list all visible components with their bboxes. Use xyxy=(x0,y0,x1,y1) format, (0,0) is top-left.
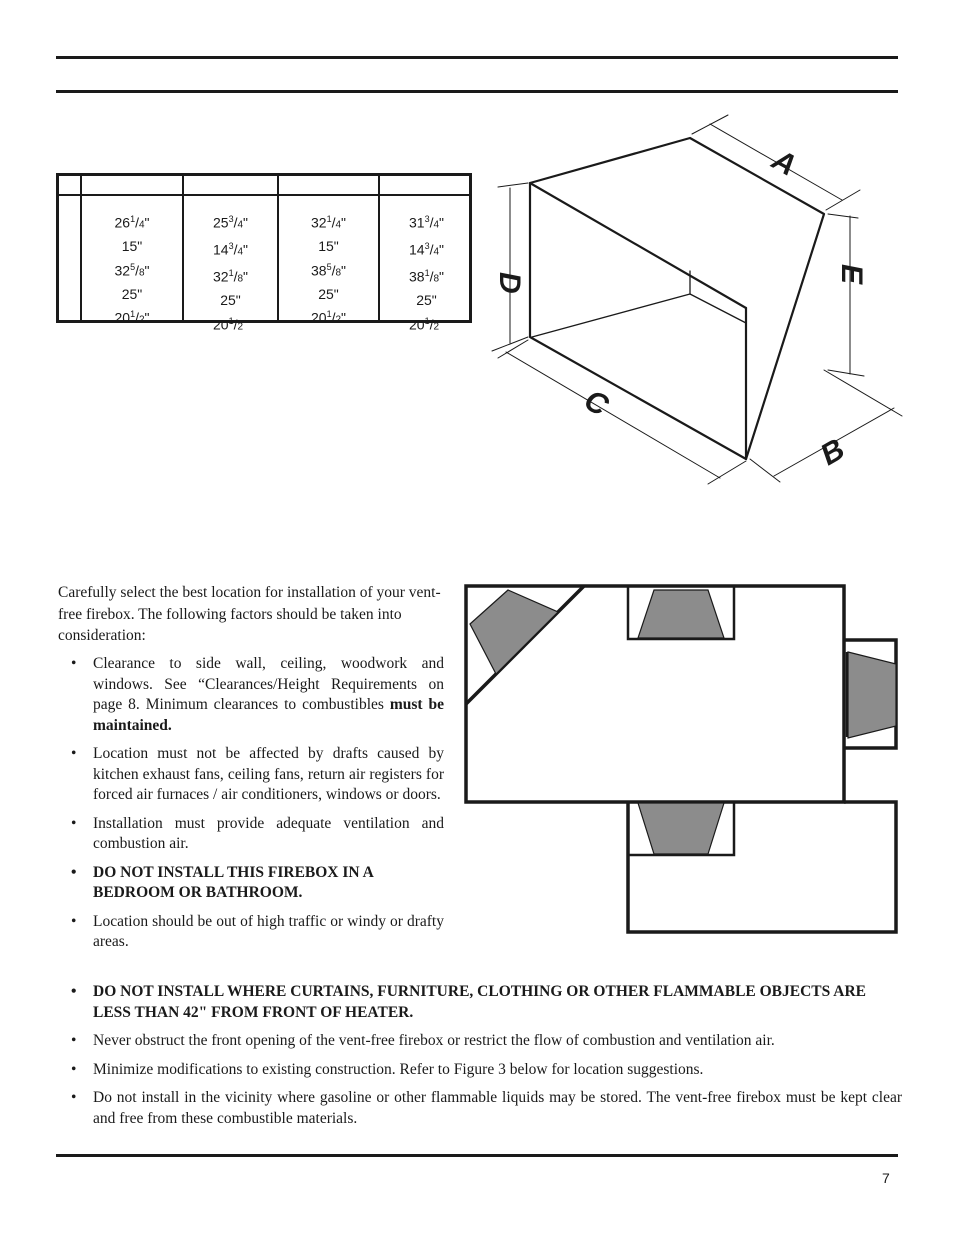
list-item-emphasis: must be maintained. xyxy=(93,696,444,734)
firebox-location-corner xyxy=(470,590,558,674)
table-cell: $32^1/8$" xyxy=(212,268,249,285)
table-cell: $20^1/2$" xyxy=(114,309,150,326)
dimension-label-a: A xyxy=(766,143,802,183)
intro-paragraph: Carefully select the best location for installation of your vent-free firebox. The following factors should be taken into consideration: xyxy=(58,584,441,644)
bullet-dot: • xyxy=(71,814,77,832)
bullet-dot: • xyxy=(71,912,77,930)
table-cell: $20^1/2$" xyxy=(408,315,445,333)
table-divider xyxy=(182,176,184,320)
table-column xyxy=(84,209,180,331)
list-item xyxy=(58,744,444,806)
list-item-text: Location must not be affected by drafts caused by kitchen exhaust fans, ceiling fans, return air registers for forced air furnaces / air conditioners, windows or doors. xyxy=(93,745,444,803)
dimension-label-b: B xyxy=(815,432,851,473)
firebox-location-top xyxy=(638,590,724,638)
list-item-warning: DO NOT INSTALL THIS FIREBOX IN A BEDROOM OR BATHROOM. xyxy=(93,863,373,901)
table-column xyxy=(281,209,376,331)
bullet-dot: • xyxy=(71,655,77,672)
bullet-dot: • xyxy=(71,1089,77,1106)
page-number: 7 xyxy=(882,1170,890,1186)
firebox-location-right xyxy=(848,652,896,738)
dimension-table xyxy=(56,173,472,333)
list-item-text: Location should be out of high traffic or windy or drafty areas. xyxy=(93,912,444,950)
list-item xyxy=(58,1031,902,1052)
dimension-label-d: D xyxy=(493,272,526,294)
location-floorplan-diagram xyxy=(462,582,902,940)
list-item xyxy=(58,814,444,855)
bullet-dot: • xyxy=(71,1060,77,1078)
table-cell: $31^3/4$" xyxy=(408,214,445,231)
bullet-dot: • xyxy=(71,1032,77,1049)
list-item xyxy=(58,912,444,953)
table-cell: 25" xyxy=(416,292,437,309)
bullet-dot: • xyxy=(71,983,77,1000)
list-item xyxy=(58,654,444,736)
table-cell: $20^1/2$" xyxy=(310,309,347,326)
table-cell: 25" xyxy=(121,285,143,302)
list-item-text: Minimize modifications to existing construction. Refer to Figure 3 below for location suggestions. xyxy=(93,1060,704,1078)
list-item xyxy=(58,863,444,904)
table-cell: $14^3/4$" xyxy=(408,241,445,258)
table-cell: $32^5/8$" xyxy=(114,261,150,279)
table-cell: $32^1/4$" xyxy=(310,214,347,231)
dimension-label-e: E xyxy=(835,264,868,285)
table-divider xyxy=(80,176,82,320)
firebox-dimension-diagram xyxy=(484,108,904,492)
table-cell: 15" xyxy=(121,238,143,255)
table-cell: 25" xyxy=(318,285,339,302)
list-item-text: Installation must provide adequate ventilation and combustion air. xyxy=(93,814,444,852)
table-column xyxy=(382,209,471,338)
location-factors-list xyxy=(58,654,444,961)
list-item-text: Do not install in the vicinity where gasoline or other flammable liquids may be stored. The vent-free firebox must be kept clear and free from these combustible materials. xyxy=(93,1089,902,1127)
list-item xyxy=(58,1060,902,1081)
list-item-warning: DO NOT INSTALL WHERE CURTAINS, FURNITURE, CLOTHING OR OTHER FLAMMABLE OBJECTS ARE LESS THAN 42" FROM FRONT OF HEATER. xyxy=(93,983,867,1021)
table-header-row xyxy=(59,176,469,196)
table-cell: $26^1/4$" xyxy=(114,214,150,231)
firebox-location-bottom xyxy=(638,803,724,854)
table-cell: $25^3/4$" xyxy=(212,214,249,231)
table-cell: $38^1/8$" xyxy=(408,268,445,285)
bullet-dot: • xyxy=(71,863,77,881)
table-divider xyxy=(277,176,279,320)
header-rule-bottom xyxy=(56,90,898,93)
location-factors-list-continued xyxy=(58,982,902,1137)
list-item-text: Never obstruct the front opening of the vent-free firebox or restrict the flow of combustion and ventilation air. xyxy=(93,1032,775,1049)
bullet-dot: • xyxy=(71,745,77,762)
table-divider xyxy=(378,176,380,320)
list-item xyxy=(58,1088,902,1129)
list-item xyxy=(58,982,902,1023)
header-rule-top xyxy=(56,56,898,59)
table-cell: $20^1/2$" xyxy=(212,315,249,333)
table-cell: 25" xyxy=(220,292,241,309)
list-item-text: Clearance to side wall, ceiling, woodwork and windows. See “Clearances/Height Requirements on page 8. Minimum clearances to combustibles xyxy=(93,655,444,713)
table-cell: $38^5/8$" xyxy=(310,261,347,279)
footer-rule xyxy=(56,1154,898,1157)
table-cell: $14^3/4$" xyxy=(212,241,249,258)
dimension-label-c: C xyxy=(578,383,614,423)
table-cell: 15" xyxy=(318,238,339,255)
table-column xyxy=(186,209,275,338)
